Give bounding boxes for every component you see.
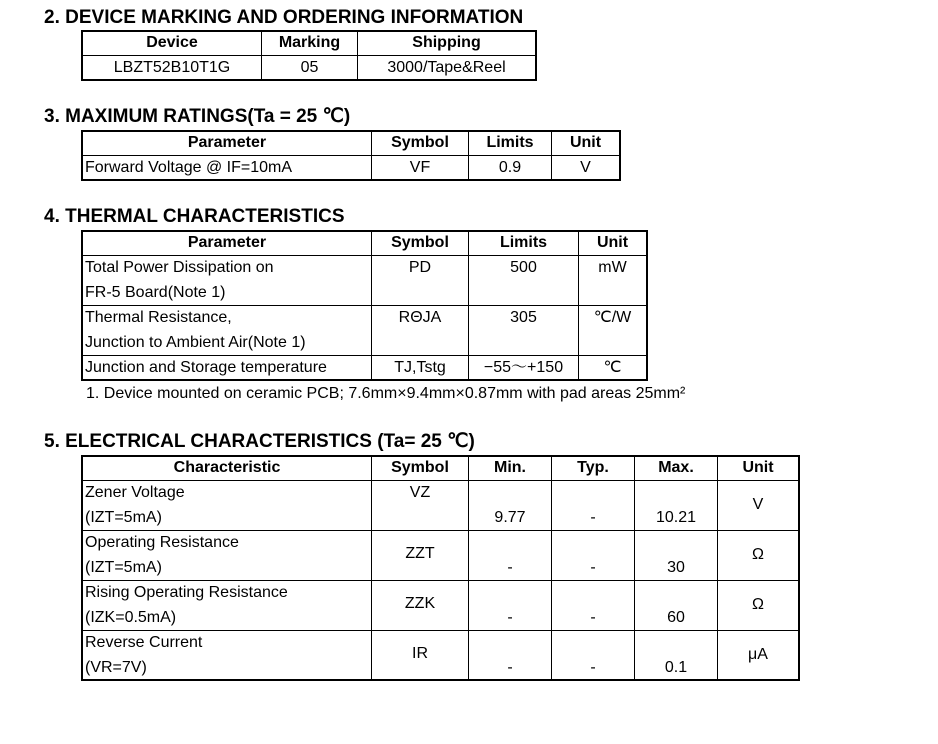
rising-resistance-min: - bbox=[507, 609, 513, 626]
header-symbol: Symbol bbox=[391, 234, 449, 251]
header-symbol: Symbol bbox=[391, 134, 449, 151]
header-marking: Marking bbox=[278, 34, 341, 51]
rising-resistance-unit: Ω bbox=[752, 596, 764, 613]
reverse-current-unit: μA bbox=[748, 646, 768, 663]
marking-value: 05 bbox=[300, 59, 319, 76]
header-symbol: Symbol bbox=[391, 459, 449, 476]
header-unit: Unit bbox=[596, 234, 629, 251]
section-4-title: 4. THERMAL CHARACTERISTICS bbox=[44, 206, 345, 227]
section-5-title: 5. ELECTRICAL CHARACTERISTICS (Ta= 25 ℃) bbox=[44, 431, 475, 452]
thermal-resistance-symbol: RΘJA bbox=[398, 309, 442, 326]
reverse-current-label-line1: Reverse Current bbox=[85, 634, 203, 651]
thermal-resistance-limit: 305 bbox=[510, 309, 537, 326]
operating-resistance-label-line2: (IZT=5mA) bbox=[85, 559, 162, 576]
reverse-current-typ: - bbox=[590, 659, 596, 676]
reverse-current-label-line2: (VR=7V) bbox=[85, 659, 147, 676]
header-unit: Unit bbox=[569, 134, 602, 151]
thermal-resistance-label-line1: Thermal Resistance, bbox=[85, 309, 232, 326]
thermal-resistance-label-line2: Junction to Ambient Air(Note 1) bbox=[85, 334, 306, 351]
reverse-current-symbol: IR bbox=[412, 645, 428, 662]
shipping-value: 3000/Tape&Reel bbox=[387, 59, 506, 76]
forward-voltage-symbol: VF bbox=[409, 159, 431, 176]
power-dissipation-symbol: PD bbox=[408, 259, 432, 276]
section-2-title: 2. DEVICE MARKING AND ORDERING INFORMATION bbox=[44, 7, 524, 28]
header-unit: Unit bbox=[742, 459, 774, 476]
header-device: Device bbox=[146, 34, 198, 51]
forward-voltage-unit: V bbox=[580, 159, 591, 176]
rising-resistance-max: 60 bbox=[667, 609, 685, 626]
rising-resistance-symbol: ZZK bbox=[404, 595, 436, 612]
operating-resistance-typ: - bbox=[590, 559, 596, 576]
forward-voltage-label: Forward Voltage @ IF=10mA bbox=[85, 159, 292, 176]
junction-temperature-symbol: TJ,Tstg bbox=[394, 359, 446, 376]
header-limits: Limits bbox=[499, 234, 548, 251]
header-limits: Limits bbox=[486, 134, 534, 151]
rising-resistance-label-line2: (IZK=0.5mA) bbox=[85, 609, 177, 626]
zener-voltage-max: 10.21 bbox=[655, 509, 697, 526]
zener-voltage-label-line1: Zener Voltage bbox=[85, 484, 185, 501]
zener-voltage-unit: V bbox=[752, 496, 764, 513]
rising-resistance-label-line1: Rising Operating Resistance bbox=[85, 584, 288, 601]
header-shipping: Shipping bbox=[412, 34, 481, 51]
power-dissipation-label-line1: Total Power Dissipation on bbox=[85, 259, 274, 276]
operating-resistance-max: 30 bbox=[667, 559, 685, 576]
junction-temperature-unit: ℃ bbox=[603, 359, 622, 376]
power-dissipation-unit: mW bbox=[598, 259, 627, 276]
operating-resistance-unit: Ω bbox=[752, 546, 764, 563]
zener-voltage-min: 9.77 bbox=[494, 509, 526, 526]
header-max: Max. bbox=[658, 459, 694, 476]
reverse-current-min: - bbox=[507, 659, 513, 676]
operating-resistance-label-line1: Operating Resistance bbox=[85, 534, 239, 551]
header-parameter: Parameter bbox=[187, 234, 267, 251]
zener-voltage-label-line2: (IZT=5mA) bbox=[85, 509, 162, 526]
section-3-title: 3. MAXIMUM RATINGS(Ta = 25 ℃) bbox=[44, 106, 351, 127]
device-value: LBZT52B10T1G bbox=[113, 59, 231, 76]
junction-temperature-limit: −55～+150 bbox=[483, 359, 564, 376]
forward-voltage-limit: 0.9 bbox=[498, 159, 522, 176]
header-typ: Typ. bbox=[577, 459, 609, 476]
power-dissipation-label-line2: FR-5 Board(Note 1) bbox=[85, 284, 226, 301]
header-characteristic: Characteristic bbox=[173, 459, 281, 476]
operating-resistance-min: - bbox=[507, 559, 513, 576]
rising-resistance-typ: - bbox=[590, 609, 596, 626]
zener-voltage-symbol: VZ bbox=[409, 484, 431, 501]
header-parameter: Parameter bbox=[187, 134, 267, 151]
zener-voltage-typ: - bbox=[590, 509, 596, 526]
header-min: Min. bbox=[494, 459, 526, 476]
junction-temperature-label: Junction and Storage temperature bbox=[85, 359, 327, 376]
thermal-note: 1. Device mounted on ceramic PCB; 7.6mm×9.4mm×0.87mm with pad areas 25mm² bbox=[86, 385, 686, 402]
power-dissipation-limit: 500 bbox=[510, 259, 537, 276]
thermal-resistance-unit: ℃/W bbox=[593, 309, 632, 326]
operating-resistance-symbol: ZZT bbox=[405, 545, 435, 562]
reverse-current-max: 0.1 bbox=[664, 659, 688, 676]
